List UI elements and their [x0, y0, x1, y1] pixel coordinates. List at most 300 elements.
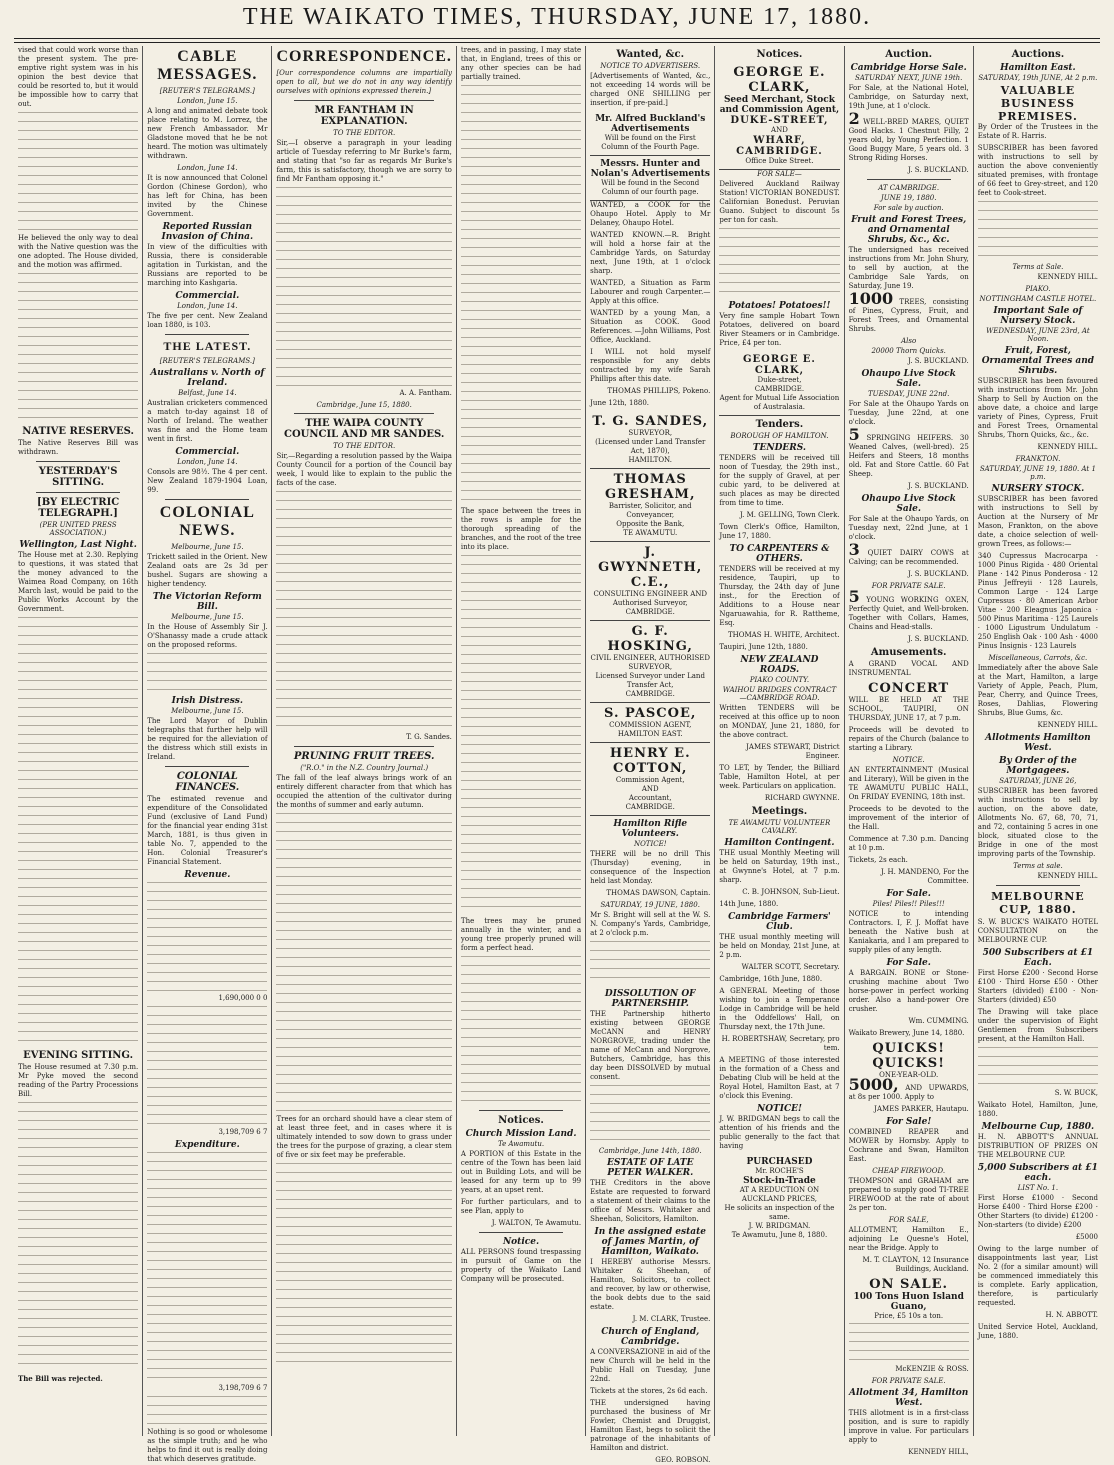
dateline: London, June 15.: [177, 97, 238, 105]
notice-text: A PORTION of this Estate in the centre of the Town has been laid out in Building Lots, and will be leased for any term up to 99 years, at an upset rent.: [460, 1150, 582, 1194]
signature: JAMES PARKER, Hautapu.: [874, 1105, 969, 1113]
notice-heading: FOR PRIVATE SALE.: [871, 1377, 946, 1385]
notice-text: AN ENTERTAINMENT (Musical and Literary), Will be given in the TE AWAMUTU PUBLIC HALL, On FRIDAY EVENING, 18th inst.: [848, 766, 969, 801]
card-name: GEORGE E. CLARK,: [733, 65, 826, 95]
article-paragraph: In the House of Assembly Sir J. O'Shanassy made a crude attack on the proposed reforms.: [147, 623, 268, 649]
article-paragraph: The Lord Mayor of Dublin telegraphs that further help will be required for the alleviation of the distress which still exists in Ireland.: [147, 717, 268, 761]
newspaper-title: THE WAIKATO TIMES, THURSDAY, JUNE 17, 1880.: [242, 4, 872, 30]
card-line: Seed Merchant, Stock and Commission Agent,: [719, 95, 840, 115]
signature: JAMES STEWART, District Engineer.: [746, 743, 840, 760]
notice-heading: Notice.: [502, 1237, 540, 1247]
notice-text: For Sale at the Ohaupo Yards, on Tuesday next, 22nd June, at 1 o'clock.: [848, 515, 969, 541]
section-heading: Amusements.: [870, 647, 947, 658]
sale-date: TUESDAY, JUNE 22nd.: [868, 390, 950, 398]
notice-label: Terms at Sale.: [1012, 263, 1064, 271]
article-paragraph: Sir,—Regarding a resolution passed by the Waipa County Council for a portion of the Council bay week, I would like to explain to the public the facts of the case.: [276, 452, 452, 487]
signature: J. WALTON, Te Awamutu.: [491, 1219, 582, 1227]
section-heading: Irish Distress.: [171, 696, 243, 706]
signature: J. S. BUCKLAND.: [908, 166, 969, 174]
section-heading: YESTERDAY'S SITTING.: [38, 466, 118, 488]
signature: S. W. BUCK,: [1054, 1089, 1098, 1097]
signature: C. B. JOHNSON, Sub-Lieut.: [742, 888, 840, 896]
newspaper-page: [14, 46, 1102, 1464]
text-lines: [461, 85, 581, 505]
card-name: GEORGE E. CLARK,: [742, 354, 816, 376]
lot-items: YOUNG WORKING OXEN, Perfectly Quiet, and Well-broken. Together with Collars, Hames, Chains and Head-stalls.: [848, 596, 969, 631]
card-line: Opposite the Bank,: [616, 520, 685, 528]
section-heading: Commercial.: [175, 291, 240, 301]
divider: [867, 179, 951, 180]
notice-heading: NURSERY STOCK.: [991, 484, 1085, 494]
ad-bridgman: [719, 1154, 839, 1243]
signature: A. A. Fantham.: [399, 389, 452, 397]
sale-date: JUNE 19, 1880.: [880, 194, 937, 202]
notice-label: For sale by auction.: [873, 204, 944, 212]
sale-date: SATURDAY, JUNE 19, 1880. At 1 p.m.: [979, 465, 1096, 481]
notice-label: NOTICE.: [892, 756, 925, 764]
article-paragraph: The fall of the leaf always brings work of an entirely different character from that which has occupied the attention of the cultivator during the months of summer and early autumn.: [276, 774, 452, 809]
notice-text: H. N. ABBOTT'S ANNUAL DISTRIBUTION OF PRIZES ON THE MELBOURNE CUP.: [977, 1133, 1098, 1159]
notice-text: The undersigned has received instructions from Mr. John Shury, to sell by auction, at the Cambridge Sale Yards, on Saturday, June 19.: [848, 246, 969, 290]
article-paragraph: In view of the difficulties with Russia, there is considerable agitation in Turkistan, and the Russians are reported to be marching into Kashgaria.: [147, 243, 268, 287]
section-title: COLONIAL NEWS.: [159, 504, 255, 539]
notice-text: J. W. BRIDGMAN begs to call the attention of his friends and the public generally to the fact that having: [719, 1115, 840, 1150]
editorial-note: [Our correspondence columns are impartially open to all, but we do not in any way identify ourselves with opinions expressed therein.]: [276, 69, 452, 95]
text-lines: [978, 1047, 1098, 1087]
notice-heading: NOTICE TO ADVERTISERS.: [600, 62, 701, 70]
article-paragraph: A long and animated debate took place relating to M. Lorrez, the new French Ambassador. Mr Gladstone moved that he be not heard. The motion was ultimately withdrawn.: [147, 107, 268, 160]
valuable-ad: [978, 84, 1098, 123]
sale-heading: FOR SALE—: [757, 170, 802, 178]
ad-title: ON SALE.: [869, 1277, 949, 1292]
signature: J. S. BUCKLAND.: [908, 482, 969, 490]
dateline: London, June 14.: [177, 458, 238, 466]
card-gwynneth: [590, 542, 710, 621]
lot-items: TREES, consisting of Pines, Cypress, Fruit, and Forest Trees, and Ornamental Shrubs.: [848, 298, 969, 333]
section-heading: Meetings.: [751, 806, 808, 817]
card-line: TE AWAMUTU.: [623, 529, 678, 537]
section-heading: Wanted, &c.: [616, 49, 685, 60]
divider: [36, 461, 120, 462]
notice-place: Te Awamutu.: [497, 1140, 545, 1148]
section-heading: [BY ELECTRIC TELEGRAPH.]: [36, 497, 120, 519]
card-line: CAMBRIDGE.: [625, 608, 675, 616]
notice-text: NOTICE to intending Contractors. I, F. J. Moffat have beneath the Native bush at Kaniakaria, and I am prepared to supply piles of any length.: [848, 910, 969, 954]
ad-title: VALUABLE BUSINESS PREMISES.: [997, 84, 1078, 123]
divider: [996, 885, 1080, 886]
text-lines: [719, 228, 839, 298]
notice-heading: Church Mission Land.: [465, 1129, 577, 1139]
section-title: CABLE MESSAGES.: [157, 48, 258, 83]
table-heading: Expenditure.: [174, 1140, 240, 1150]
article-paragraph: He believed the only way to deal with the Native question was the one adopted. The House divided, and the motion was affirmed.: [18, 234, 139, 269]
signature: WALTER SCOTT, Secretary.: [741, 963, 840, 971]
card-name: J. GWYNNETH, C.E.,: [598, 545, 703, 590]
text-lines: [590, 941, 710, 986]
card-hosking: [590, 621, 710, 703]
card-sandes: [590, 411, 710, 469]
notice-heading: 500 Subscribers at £1 Each.: [982, 948, 1094, 968]
notice-text: COMBINED REAPER and MOWER by Hornsby. Apply to Cochrane and Swan, Hamilton East.: [848, 1128, 969, 1163]
section-heading: Notices.: [498, 1115, 544, 1126]
notice-heading: Church of England, Cambridge.: [601, 1327, 700, 1347]
card-line: Licensed Surveyor under Land Transfer Act,: [595, 672, 705, 689]
card-line: CONSULTING ENGINEER AND Authorised Surveyor,: [593, 590, 708, 607]
divider: [294, 100, 433, 101]
ad-clark: [719, 62, 839, 170]
notice-text: A BARGAIN. BONE or Stone-crushing machine about Two horse-power in perfect working order. Also a hand-power Ore crusher.: [848, 969, 969, 1013]
wanted-ad: WANTED, a COOK for the Ohaupo Hotel. Apply to Mr Delaney, Ohaupo Hotel.: [590, 201, 711, 227]
article-paragraph: The trees may be pruned annually in the winter, and a young tree properly pruned will form a perfect head.: [460, 917, 582, 952]
signature: J. M. GELLING, Town Clerk.: [739, 511, 840, 519]
notice-text: THE usual monthly meeting will be held on Monday, 21st June, at 2 p.m.: [719, 933, 840, 959]
dateline: Melbourne, June 15.: [171, 613, 244, 621]
article-paragraph: Trees for an orchard should have a clear stem of at least three feet, and in cases where it is ultimately intended to sow down to grass under the trees for the purpose of grazing, a clear stem of five or six feet may be preferable.: [276, 1115, 452, 1159]
card-line: AND: [641, 785, 659, 793]
card-line: WHARF,: [753, 135, 806, 146]
ad-date: June 12th, 1880.: [590, 399, 650, 407]
card-line: CAMBRIDGE.: [625, 690, 675, 698]
table-lines: [147, 1006, 267, 1126]
notice-heading: FOR SALE,: [888, 1216, 929, 1224]
column-parliament: [14, 46, 142, 1436]
signature: J. M. CLARK, Trustee.: [632, 1315, 711, 1323]
card-name: S. PASCOE,: [604, 706, 697, 721]
notice-heading: For Sale!: [886, 1117, 932, 1127]
salutation: TO THE EDITOR.: [333, 442, 396, 450]
card-gresham: [590, 469, 710, 542]
ad-line: Mr. ROCHE'S: [755, 1167, 804, 1175]
section-heading: Australians v. North of Ireland.: [150, 368, 265, 388]
notice-text: Immediately after the above Sale at the Mart, Hamilton, a large Variety of Apple, Peach, Plum, Pear, Cherry, and Quince Trees, Roses, Dahlias, Flowering Shrubs, Blue Gums, &c.: [977, 664, 1098, 717]
text-lines: [276, 187, 451, 387]
section-heading: COLONIAL FINANCES.: [175, 771, 240, 793]
card-line: Commission Agent,: [615, 776, 685, 784]
notice-heading: FOR PRIVATE SALE.: [871, 582, 946, 590]
notice-text: Mr S. Bright will sell at the W. S. N. Company's Yards, Cambridge, at 2 o'clock p.m.: [590, 911, 711, 937]
article-paragraph: Australian cricketers commenced a match to-day against 18 of North of Ireland. The weather was fine and the Home team went in first.: [147, 399, 268, 443]
lot-items: SPRINGING HEIFERS. 30 Weaned Calves, (well-bred). 25 Heifers and Steers, 18 months old. Fat and Store Cattle. 60 Fat Sheep.: [848, 434, 969, 478]
section-title: CORRESPONDENCE.: [276, 48, 452, 65]
letter-heading: MR FANTHAM IN EXPLANATION.: [314, 105, 414, 127]
source-note: [REUTER'S TELEGRAMS.]: [159, 87, 255, 95]
notice-heading: WAIHOU BRIDGES CONTRACT—CAMBRIDGE ROAD.: [722, 686, 837, 702]
column-pruning: [456, 46, 585, 1436]
table-total: 1,690,000 0 0: [218, 994, 268, 1002]
sale-date: WEDNESDAY, JUNE 23rd, At Noon.: [986, 327, 1090, 343]
article-paragraph: The House met at 2.30. Replying to questions, it was stated that the money advanced to the Waimea Road Company, on 16th March last, would be paid to the Public Works Account by the Government.: [18, 551, 139, 613]
source-note: ("R.O." in the N.Z. Country Journal.): [300, 764, 429, 772]
dateline: Belfast, June 14.: [178, 389, 237, 397]
concert-title-box: [849, 681, 969, 696]
notice-text: THE Creditors in the above Estate are requested to forward a statement of their claims to the office of Messrs. Whitaker and Sheehan, Solicitors, Hamilton.: [590, 1179, 711, 1223]
notice-text: Delivered Auckland Railway Station! VICTORIAN BONEDUST. Californian Bonedust. Peruvian Guano. Subject to discount 5s per ton for cash.: [719, 180, 840, 224]
dateline: London, June 14.: [177, 302, 238, 310]
lot-number: 5: [848, 587, 860, 606]
text-lines: [276, 813, 451, 1113]
card-line: HAMILTON.: [628, 456, 672, 464]
notice-label: Also: [901, 337, 917, 345]
notice-text: THIS allotment is in a first-class position, and is sure to rapidly improve in value. For particulars apply to: [848, 1409, 969, 1444]
notice-text: [848, 109, 969, 163]
lot-number: 5000,: [848, 1075, 899, 1094]
sale-date: SATURDAY, JUNE 26,: [999, 777, 1077, 785]
column-correspondence: [271, 46, 455, 1436]
notice-heading: Potatoes! Potatoes!!: [728, 301, 831, 311]
notice-label: NOTICE!: [633, 840, 667, 848]
section-title: THE LATEST.: [163, 339, 252, 353]
ad-line: He solicits an inspection of the same.: [724, 1204, 835, 1221]
text-lines: [18, 112, 138, 232]
notice-text: TO LET, by Tender, the Billiard Table, Hamilton Hotel, at per week. Particulars on application.: [719, 764, 840, 790]
wanted-ad: WANTED, a Situation as Farm Labourer and rough Carpenter.—Apply at this office.: [590, 279, 711, 305]
article-paragraph: trees, and in passing, I may state that, in England, trees of this or any other species can be had partially trained.: [460, 46, 582, 81]
notice-date: Cambridge, 16th June, 1880.: [719, 975, 823, 983]
ad-line: ONE-YEAR-OLD.: [879, 1071, 939, 1079]
notice-date: Waikato Hotel, Hamilton, June, 1880.: [977, 1101, 1098, 1118]
notice-heading: In the assigned estate of James Martin, of Hamilton, Waikato.: [594, 1227, 706, 1257]
notice-heading: Allotment 34, Hamilton West.: [849, 1388, 969, 1408]
notice-heading: Ohaupo Live Stock Sale.: [861, 369, 956, 389]
table-total: 3,198,709 6 7: [218, 1384, 268, 1392]
notice-heading: Hamilton East.: [1000, 63, 1076, 73]
dateline: Cambridge, June 15, 1880.: [316, 401, 412, 409]
article-paragraph: The Native Reserves Bill was withdrawn.: [18, 439, 139, 456]
dateline: London, June 14.: [177, 164, 238, 172]
section-heading: MELBOURNE CUP, 1880.: [991, 890, 1085, 916]
column-wanted: [585, 46, 714, 1464]
notice-heading: Hamilton Rifle Volunteers.: [613, 819, 688, 839]
notice-text: ALLOTMENT, Hamilton E., adjoining Le Quesne's Hotel, near the Bridge. Apply to: [848, 1226, 969, 1252]
notice-text: Proceeds will be devoted to repairs of the Church (balance to starting a Library.: [848, 726, 969, 752]
notice-heading: Ohaupo Live Stock Sale.: [861, 494, 956, 514]
notice-text: Commence at 7.30 p.m. Dancing at 10 p.m.: [848, 835, 969, 852]
table-lines: [147, 882, 267, 992]
ad-title: Mr. Alfred Buckland's Advertisements: [595, 114, 706, 134]
text-lines: [276, 491, 451, 731]
notice-heading: Melbourne Cup, 1880.: [981, 1122, 1095, 1132]
concert-title: CONCERT: [868, 681, 950, 696]
notice-heading: TE AWAMUTU VOLUNTEER CAVALRY.: [728, 819, 831, 835]
card-name: THOMAS GRESHAM,: [604, 472, 696, 502]
masthead: [0, 4, 1114, 38]
signature: McKENZIE & ROSS.: [895, 1365, 969, 1373]
signature: J. S. BUCKLAND.: [908, 570, 969, 578]
card-name: G. F. HOSKING,: [607, 624, 693, 654]
signature: KENNEDY HILL.: [1037, 273, 1098, 281]
notice-text: [848, 587, 969, 632]
table-heading: Revenue.: [184, 870, 231, 880]
notice-label: Terms at sale.: [1013, 862, 1063, 870]
text-lines: [18, 1102, 138, 1372]
notice-heading: AT CAMBRIDGE.: [878, 184, 940, 192]
text-lines: [590, 1085, 710, 1145]
notice-text: THOMPSON and GRAHAM are prepared to supply good TI-TREE FIREWOOD at the rate of about 2s per ton.: [848, 1177, 969, 1212]
notice-heading: PIAKO.: [1025, 285, 1051, 293]
notice-text: For Sale at the Ohaupo Yards on Tuesday, June 22nd, at one o'clock.: [848, 400, 969, 426]
ad-line: 100 Tons Huon Island Guano,: [853, 1292, 964, 1312]
article-paragraph: vised that could work worse than the present system. The pre-emptive right system was in his opinion the best device that could be resorted to, but it would be impossible how to carry that out.: [18, 46, 139, 108]
notice-heading: NOTTINGHAM CASTLE HOTEL.: [979, 295, 1097, 303]
divider: [165, 766, 249, 767]
notice-text: For Sale, at the National Hotel, Cambridge, on Saturday next, 19th June, at 1 o'clock.: [848, 84, 969, 110]
article-paragraph: Consols are 98½. The 4 per cent. New Zealand 1879-1904 Loan, 99.: [147, 468, 268, 494]
prize-total: £5000: [1075, 1233, 1098, 1241]
sale-date: SATURDAY, 19th JUNE, At 2 p.m.: [978, 74, 1098, 82]
wanted-ad: WANTED by a young Man, a Situation as COOK. Good References. —John Williams, Post Office, Auckland.: [590, 309, 711, 344]
divider: [36, 492, 120, 493]
article-paragraph: It is now announced that Colonel Gordon (Chinese Gordon), who has left for China, has been invited by the Chinese Government.: [147, 174, 268, 218]
notice-date: 14th June, 1880.: [719, 900, 779, 908]
card-line: HAMILTON EAST.: [617, 730, 683, 738]
ad-title: Messrs. Hunter and Nolan's Advertisements: [590, 159, 710, 179]
notice-date: Waikato Brewery, June 14, 1880.: [848, 1029, 965, 1037]
table-lines: [147, 1152, 267, 1382]
article-paragraph: The House resumed at 7.30 p.m. Mr Pyke moved the second reading of the Partry Processions Bill.: [18, 1063, 139, 1098]
ad-clark-2: [719, 351, 839, 416]
notice-text: A GRAND VOCAL AND INSTRUMENTAL: [848, 660, 969, 677]
section-heading: Notices.: [756, 49, 803, 60]
lot-number: 5: [848, 425, 860, 444]
press-note: (PER UNITED PRESS ASSOCIATION.): [39, 521, 117, 537]
notice-heading: By Order of the Mortgagees.: [998, 756, 1077, 776]
notice-heading: Hamilton Contingent.: [724, 838, 835, 848]
notice-heading: ESTATE OF LATE PETER WALKER.: [606, 1158, 694, 1178]
section-heading: Tenders.: [755, 419, 804, 430]
notice-text: For further particulars, and to see Plan, apply to: [460, 1198, 582, 1215]
guano-ad: [849, 1277, 969, 1321]
lot-number: 1000: [848, 289, 894, 308]
notice-text: ALL PERSONS found trespassing in pursuit of Game on the property of the Waikato Land Company will be prosecuted.: [460, 1248, 582, 1283]
article-paragraph: The five per cent. New Zealand loan 1880, is 103.: [147, 312, 268, 329]
notice-text: [848, 425, 969, 479]
card-name: T. G. SANDES,: [592, 414, 709, 429]
ad-buckland: [590, 111, 710, 156]
notice-text: [848, 540, 969, 567]
notice-text: [Advertisements of Wanted, &c., not exceeding 14 words will be charged ONE SHILLING per insertion, if pre-paid.]: [590, 72, 711, 107]
notice-text: Owing to the large number of disappointments last year, List No. 2 (for a similar amount) will be commenced immediately this is complete. Early application, therefore, is particularly requested.: [977, 1245, 1098, 1307]
notice-text: THE Partnership hitherto existing between GEORGE McCANN and HENRY NORGROVE, trading under the name of McCann and Norgrove, Butchers, Cambridge, has this day been DISSOLVED by mutual consent.: [590, 1010, 711, 1081]
signature: KENNEDY HILL.: [1037, 721, 1098, 729]
card-line: AND: [771, 126, 788, 134]
notice-date: Taupiri, June 12th, 1880.: [719, 643, 808, 651]
lot-items: WELL-BRED MARES, QUIET Good Hacks. 1 Chestnut Filly, 2 years old, by Young Perfection. 1 Good Buggy Mare, 5 years old. 3 Strong Riding Horses.: [848, 118, 969, 162]
notice-heading: NEW ZEALAND ROADS.: [740, 655, 819, 675]
article-paragraph: The Bill was rejected.: [18, 1374, 103, 1383]
notice-text: A GENERAL Meeting of those wishing to join a Temperance Lodge in Cambridge will be held in the Oddfellows' Hall, on Thursday next, the 17th June.: [719, 987, 840, 1031]
signature: Wm. CUMMING.: [908, 1017, 969, 1025]
signature: GEO. ROBSON.: [655, 1456, 711, 1464]
article-paragraph: Trickett sailed in the Orient. New Zealand oats are 2s 3d per bushel. Sugars are showing a higher tendency.: [147, 553, 268, 588]
column-cable: [142, 46, 271, 1463]
article-paragraph: Sir,—I observe a paragraph in your leading article of Tuesday referring to Mr Burke's farm, and stating that "so far as regards Mr Burke's farm, this is satisfactory, though we are sorry to find Mr Fantham opposing it.": [276, 139, 452, 183]
section-heading: NATIVE RESERVES.: [22, 426, 134, 437]
card-cotton: [590, 743, 710, 816]
card-line: DUKE-STREET,: [730, 115, 829, 126]
notice-text: By Order of the Trustees in the Estate of R. Harris.: [977, 123, 1098, 140]
notice-label: Miscellaneous, Carrots, &c.: [988, 654, 1088, 662]
card-line: CAMBRIDGE.: [625, 803, 675, 811]
section-heading: PRUNING FRUIT TREES.: [293, 751, 435, 762]
notice-text: I HEREBY authorise Messrs. Whitaker & Sheehan, of Hamilton, Solicitors, to collect and recover, by law or otherwise, the book debts due to the said estate.: [590, 1258, 711, 1311]
prize-list: First Horse £200 · Second Horse £100 · Third Horse £50 · Other Starters (divided) £100 · Non-Starters (divided) £50: [977, 969, 1098, 1004]
prize-list: First Horse £1000 · Second Horse £400 · Third Horse £200 · Other Starters (to divide) £1200 · Non-starters (to divide) £200: [977, 1194, 1098, 1229]
card-line: CAMBRIDGE.: [754, 385, 805, 393]
signature: KENNEDY HILL,: [908, 1448, 969, 1456]
ad-line: Will be found on the First Column of the Fourth Page.: [601, 134, 700, 151]
notice-text: WILL BE HELD AT THE SCHOOL, TAUPIRI, ON THURSDAY, JUNE 17, at 7 p.m.: [848, 696, 969, 722]
lot-items: QUIET DAIRY COWS at Calving; can be recommended.: [848, 549, 969, 566]
letter-heading: THE WAIPA COUNTY COUNCIL AND MR SANDES.: [283, 418, 445, 440]
lot-items: 20000 Thorn Quicks.: [871, 347, 946, 355]
signature: KENNEDY HILL.: [1037, 443, 1098, 451]
notice-heading: BOROUGH OF HAMILTON.: [730, 432, 829, 440]
masthead-rule: [14, 38, 1100, 39]
notice-text: SUBSCRIBER has been favored with instructions to sell by auction the above conveniently situated premises, with frontage of 66 feet to Grey-street, and 120 feet to Cook-street.: [977, 144, 1098, 197]
notice-heading: Important Sale of Nursery Stock.: [993, 306, 1083, 326]
section-heading: Auctions.: [1011, 49, 1065, 60]
text-lines: [978, 201, 1098, 261]
masthead-rule-2: [14, 42, 1100, 43]
section-heading: Auction.: [885, 49, 933, 60]
ad-line: Stock-in-Trade: [743, 1176, 816, 1186]
section-heading: Commercial.: [175, 447, 240, 457]
ad-line: AT A REDUCTION ON AUCKLAND PRICES,: [739, 1186, 820, 1203]
notice-heading: 5,000 Subscribers at £1 each.: [977, 1163, 1098, 1183]
notice-text: A MEETING of those interested in the formation of a Chess and Debating Club will be held at the Royal Hotel, Hamilton East, at 7 o'clock this Evening.: [719, 1056, 840, 1100]
lot-items: AND UPWARDS, at 8s per 1000. Apply to: [848, 1084, 969, 1101]
notice-date: SATURDAY, 19 JUNE, 1880.: [600, 901, 700, 909]
column-notices: [714, 46, 843, 1436]
signature: THOMAS PHILLIPS, Pokeno.: [607, 387, 711, 395]
notice-text: TENDERS will be received till noon of Tuesday, the 29th inst., for the supply of Gravel, at per cubic yard, to be delivered at such places as may be directed from time to time.: [719, 454, 840, 507]
dateline: Wellington, Last Night.: [19, 540, 137, 550]
notice-text: SUBSCRIBER has been favored with instructions to sell by auction, on the above date, Allotments No. 67, 68, 70, 71, and 72, containing 5 acres in one block, situated close to the Bridge in one of the most improving parts of the Township.: [977, 787, 1098, 858]
notice-heading: For Sale.: [886, 958, 931, 968]
article-paragraph: The estimated revenue and expenditure of the Consolidated Fund (exclusive of Land Fund) for the financial year ending 31st March, 1881, is thus given in table No. 7, appended to the Hon. Colonial Treasurer's Financial Statement.: [147, 795, 268, 866]
signature: J. W. BRIDGMAN.: [748, 1222, 811, 1230]
signature: THOMAS H. WHITE, Architect.: [727, 631, 840, 639]
notice-text: THERE will be no drill This (Thursday) evening, in consequence of the Inspection held last Monday.: [590, 850, 711, 885]
notice-text: THE undersigned having purchased the business of Mr Fowler, Chemist and Druggist, Hamilton East, begs to solicit the patronage of the inhabitants of Hamilton and district.: [590, 1399, 711, 1452]
notice-date: United Service Hotel, Auckland, June, 1880.: [977, 1323, 1098, 1340]
notice-label: LIST No. 1.: [1017, 1184, 1059, 1192]
dateline: Melbourne, June 15.: [171, 543, 244, 551]
section-heading: Reported Russian Invasion of China.: [161, 222, 254, 242]
notice-heading: Cambridge Farmers' Club.: [728, 912, 831, 932]
signature: M. T. CLAYTON, 12 Insurance Buildings, Auckland.: [862, 1256, 969, 1273]
text-lines: [147, 653, 267, 693]
divider: [479, 1232, 563, 1233]
text-lines: [276, 1163, 451, 1363]
card-pascoe: [590, 703, 710, 743]
signature: H. ROBERTSHAW, Secretary, pro tem.: [721, 1035, 840, 1052]
notice-text: Tickets at the stores, 2s 6d each.: [590, 1387, 708, 1395]
notice-heading: For Sale.: [886, 889, 931, 899]
card-line: Agent for Mutual Life Association of Australasia.: [719, 394, 840, 411]
text-lines: [147, 1396, 267, 1426]
notice-heading: TENDERS.: [752, 443, 807, 453]
table-lines: [849, 1323, 969, 1363]
column-auctions: [973, 46, 1102, 1436]
card-line: CAMBRIDGE.: [736, 146, 823, 157]
notice-heading: Fruit and Forest Trees, and Ornamental Shrubs, &c., &c.: [851, 215, 967, 245]
dateline: Melbourne, June 15.: [171, 707, 244, 715]
notice-text: The Drawing will take place under the supervision of Eight Gentlemen from Subscribers present, at the Hamilton Hall.: [977, 1008, 1098, 1043]
card-line: Office Duke Street.: [745, 157, 814, 165]
signature: J. S. BUCKLAND.: [908, 635, 969, 643]
wanted-ad: I WILL not hold myself responsible for any debts contracted by my wife Sarah Phillips after this date.: [590, 348, 711, 383]
